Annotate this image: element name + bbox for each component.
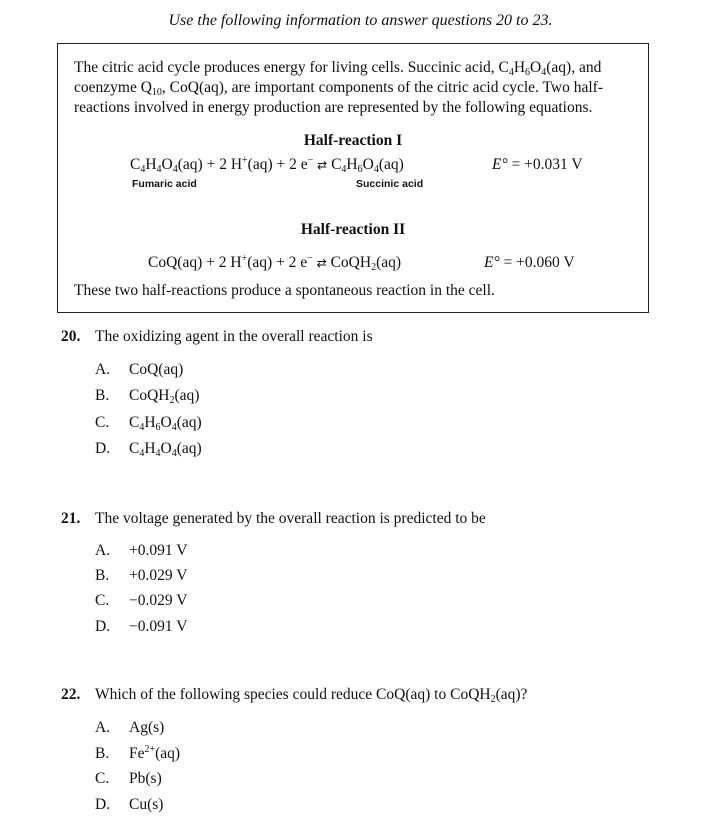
question-21-option-a[interactable]: A. +0.091 V	[95, 542, 188, 559]
info-box	[57, 43, 649, 313]
half-reaction-1-potential: E° = +0.031 V	[492, 156, 583, 173]
question-21-option-c[interactable]: C. −0.029 V	[95, 592, 188, 609]
half-reaction-2-title: Half-reaction II	[300, 221, 406, 238]
intro-instruction: Use the following information to answer questions 20 to 23.	[168, 12, 553, 29]
question-20-option-c[interactable]: C. $C_4H_6O_4(aq)$	[95, 414, 202, 433]
question-21: 21. The voltage generated by the overall reaction is predicted to be	[61, 510, 486, 527]
half-reaction-2-equation: CoQ(aq) + 2 H+(aq) + 2 e− ⇄ CoQH$_2$(aq)	[148, 253, 402, 273]
question-21-option-b[interactable]: B. +0.029 V	[95, 567, 188, 584]
question-22-option-a[interactable]: A. Ag(s)	[95, 719, 165, 736]
question-20-option-a[interactable]: A. CoQ(aq)	[95, 361, 184, 378]
question-20-option-b[interactable]: B. CoQH$_2$(aq)	[95, 387, 200, 406]
info-closing: These two half-reactions produce a spontaneous reaction in the cell.	[74, 282, 495, 299]
fumaric-acid-label: Fumaric acid	[132, 178, 197, 190]
question-22: 22. Which of the following species could reduce CoQ(aq) to CoQH$_2$(aq)?	[61, 686, 528, 705]
question-20: 20. The oxidizing agent in the overall reaction is	[61, 328, 373, 345]
half-reaction-1-title: Half-reaction I	[303, 132, 403, 149]
question-20-option-d[interactable]: D. $C_4H_4O_4(aq)$	[95, 440, 202, 459]
info-paragraph: The citric acid cycle produces energy for living cells. Succinic acid, $C_4H_6O_4(aq)$, and coenzyme $Q_{10}$, CoQ(aq), are important components of the citric acid cycle. Two half-reactions involved in energy production are represented by the following equations.	[74, 59, 603, 116]
question-22-option-b[interactable]: B. $Fe^{2+}(aq)$	[95, 744, 181, 762]
half-reaction-1-equation: $C_4H_4O_4(aq) + 2$ H+(aq) + 2 e− ⇄ $C_4H_6O_4(aq)$	[130, 155, 404, 175]
question-22-option-c[interactable]: C. Pb(s)	[95, 770, 162, 787]
succinic-acid-label: Succinic acid	[356, 178, 424, 190]
question-22-option-d[interactable]: D. Cu(s)	[95, 796, 164, 813]
question-21-option-d[interactable]: D. −0.091 V	[95, 618, 188, 635]
half-reaction-2-potential: E° = +0.060 V	[484, 254, 575, 271]
